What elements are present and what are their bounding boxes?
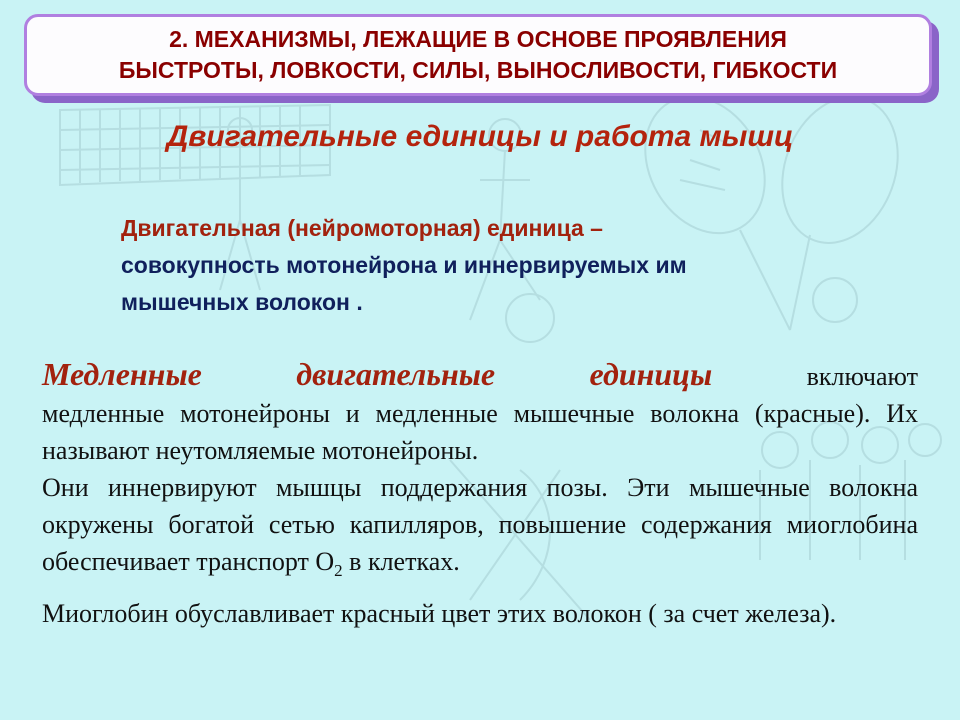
- lead-line: [42, 356, 918, 395]
- definition-term: Двигательная (нейромоторная) единица: [121, 215, 584, 241]
- body-text: [42, 356, 918, 632]
- definition-dash: –: [583, 215, 603, 241]
- oxygen-subscript: 2: [334, 561, 343, 581]
- slide-title-line-2: БЫСТРОТЫ, ЛОВКОСТИ, СИЛЫ, ВЫНОСЛИВОСТИ, ГИБКОСТИ: [118, 57, 838, 83]
- lead-word-1: Медленные: [42, 356, 202, 392]
- definition-line-1: [121, 210, 841, 247]
- paragraph-3: Миоглобин обуславливает красный цвет этих волокон ( за счет железа).: [42, 599, 837, 629]
- paragraph-2-start: Они иннервируют мышцы поддержания позы. Эти мышечные волокна окружены богатой сетью капилляров, повышение содержания миоглобина обеспечивает транспорт О: [42, 473, 918, 576]
- lead-word-4: включают: [806, 362, 918, 391]
- definition-block: [121, 210, 841, 321]
- paragraph-1: медленные мотонейроны и медленные мышечные волокна (красные). Их называют неутомляемые мотонейроны.: [42, 399, 918, 465]
- paragraph-2-end: в клетках.: [342, 547, 460, 576]
- slide-subtitle: Двигательные единицы и работа мышц: [166, 120, 794, 153]
- slide-title-box: [24, 14, 932, 96]
- definition-line-3: мышечных волокон .: [121, 289, 363, 315]
- lead-word-2: двигательные: [296, 356, 496, 392]
- paragraph-2: [42, 469, 918, 589]
- lead-word-3: единицы: [589, 356, 713, 392]
- definition-line-2: совокупность мотонейрона и иннервируемых им: [121, 252, 687, 278]
- slide-title-line-1: 2. МЕХАНИЗМЫ, ЛЕЖАЩИЕ В ОСНОВЕ ПРОЯВЛЕНИЯ: [169, 26, 787, 52]
